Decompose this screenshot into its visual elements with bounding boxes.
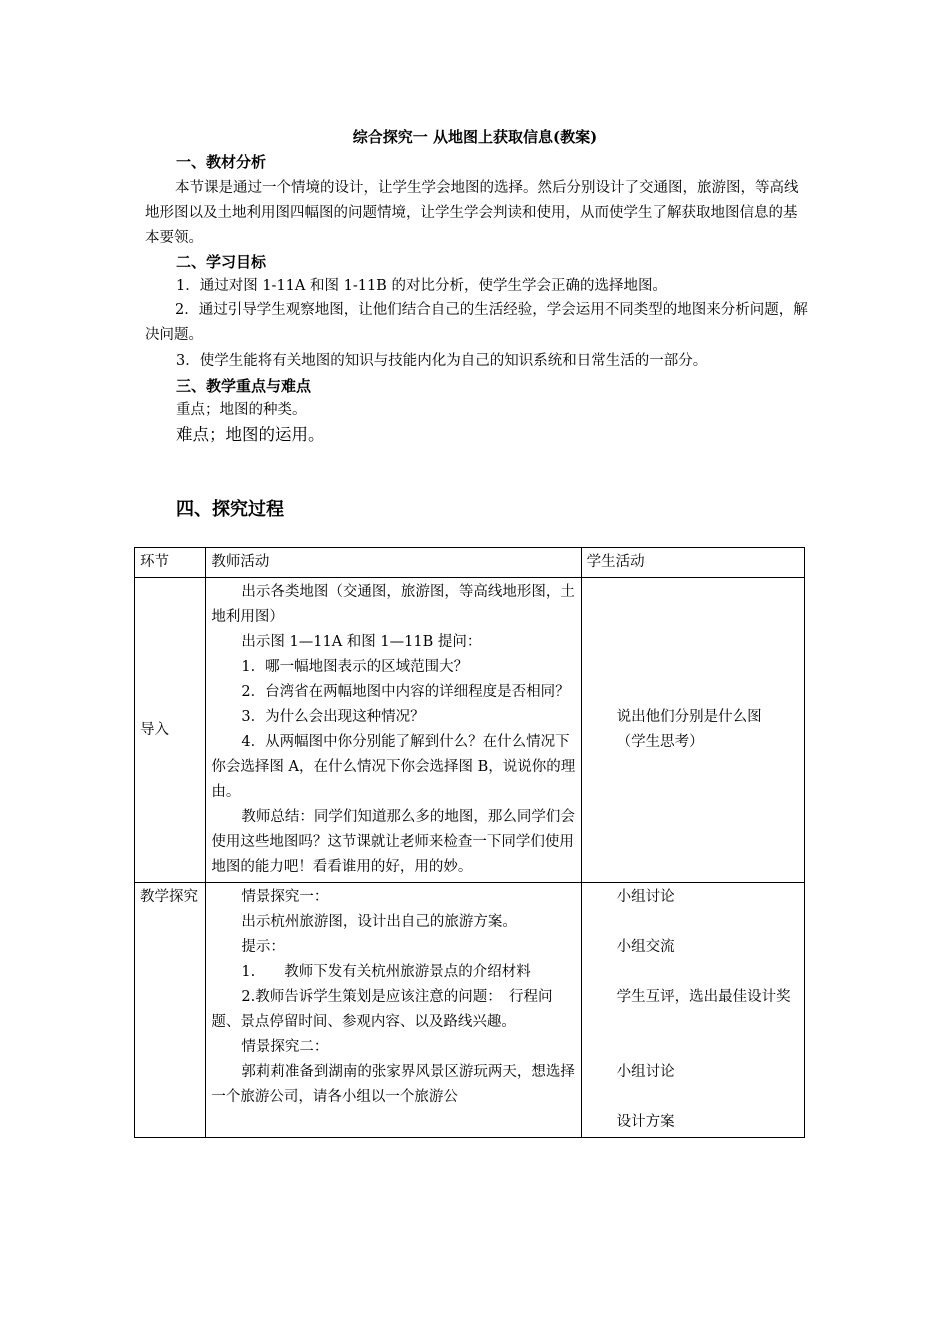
teacher-line: 情景探究二：: [241, 1039, 329, 1055]
student-line: 小组讨论: [616, 889, 675, 905]
section-text-analysis: 本节课是通过一个情境的设计，让学生学会地图的选择。然后分别设计了交通图，旅游图，等高线地形图以及土地利用图四幅图的问题情境，让学生学会判读和使用，从而使学生了解获取地图信息的基本要领。: [145, 180, 799, 246]
process-table: [134, 547, 805, 1138]
stage-cell: 教学探究: [135, 883, 206, 1138]
goal-item-1: 1．通过对图 1-11A 和图 1-11B 的对比分析，使学生学会正确的选择地图。: [176, 278, 667, 294]
goal-item-2: 2．通过引导学生观察地图，让他们结合自己的生活经验，学会运用不同类型的地图来分析问题，解决问题。: [145, 302, 808, 343]
student-activity-cell: [581, 578, 804, 883]
teacher-line: 1. 教师下发有关杭州旅游景点的介绍材料: [241, 964, 531, 980]
section-heading-analysis: 一、教材分析: [176, 153, 267, 171]
header-teacher: 教师活动: [206, 548, 581, 578]
teacher-activity-cell: [206, 883, 581, 1138]
teacher-line: 出示杭州旅游图，设计出自己的旅游方案。: [241, 914, 517, 930]
student-line: 学生互评，选出最佳设计奖: [616, 989, 791, 1005]
student-line: （学生思考）: [616, 734, 704, 750]
goal-item-3: 3．使学生能将有关地图的知识与技能内化为自己的知识系统和日常生活的一部分。: [176, 353, 708, 369]
teacher-line: 2.教师告诉学生策划是应该注意的问题： 行程问题、景点停留时间、参观内容、以及路线兴趣。: [211, 989, 553, 1030]
student-line: 小组讨论: [616, 1064, 675, 1080]
teacher-line: 出示各类地图（交通图，旅游图，等高线地形图，土地利用图）: [211, 584, 575, 625]
teacher-line: 提示：: [241, 939, 285, 955]
student-line: 设计方案: [616, 1114, 675, 1130]
table-row: [135, 578, 805, 883]
table-row: [135, 883, 805, 1138]
section-heading-key-points: 三、教学重点与难点: [176, 377, 312, 395]
teacher-line: 1．哪一幅地图表示的区域范围大？: [241, 659, 469, 675]
header-student: 学生活动: [581, 548, 804, 578]
teacher-line: 情景探究一：: [241, 889, 329, 905]
teacher-line: 4．从两幅图中你分别能了解到什么？在什么情况下你会选择图 A，在什么情况下你会选择图 B，说说你的理由。: [211, 734, 576, 800]
key-point: 重点；地图的种类。: [176, 402, 307, 418]
stage-cell: 导入: [135, 578, 206, 883]
teacher-line: 2．台湾省在两幅地图中内容的详细程度是否相同？: [241, 684, 570, 700]
header-stage: 环节: [135, 548, 206, 578]
student-line: 说出他们分别是什么图: [616, 709, 762, 725]
section-heading-process: 四、探究过程: [176, 499, 284, 520]
document-title: 综合探究一 从地图上获取信息(教案): [352, 128, 598, 146]
difficulty-point: 难点；地图的运用。: [176, 425, 325, 444]
teacher-activity-cell: [206, 578, 581, 883]
teacher-line: 教师总结：同学们知道那么多的地图，那么同学们会使用这些地图吗？这节课就让老师来检查一下同学们使用地图的能力吧！看看谁用的好，用的妙。: [211, 809, 575, 875]
section-heading-goals: 二、学习目标: [176, 253, 267, 271]
teacher-line: 出示图 1—11A 和图 1—11B 提问：: [241, 634, 482, 650]
teacher-line: 郭莉莉准备到湖南的张家界风景区游玩两天，想选择一个旅游公司，请各小组以一个旅游公: [211, 1064, 575, 1105]
teacher-line: 3．为什么会出现这种情况？: [241, 709, 425, 725]
student-activity-cell: [581, 883, 804, 1138]
table-header-row: [135, 548, 805, 578]
student-line: 小组交流: [616, 939, 675, 955]
